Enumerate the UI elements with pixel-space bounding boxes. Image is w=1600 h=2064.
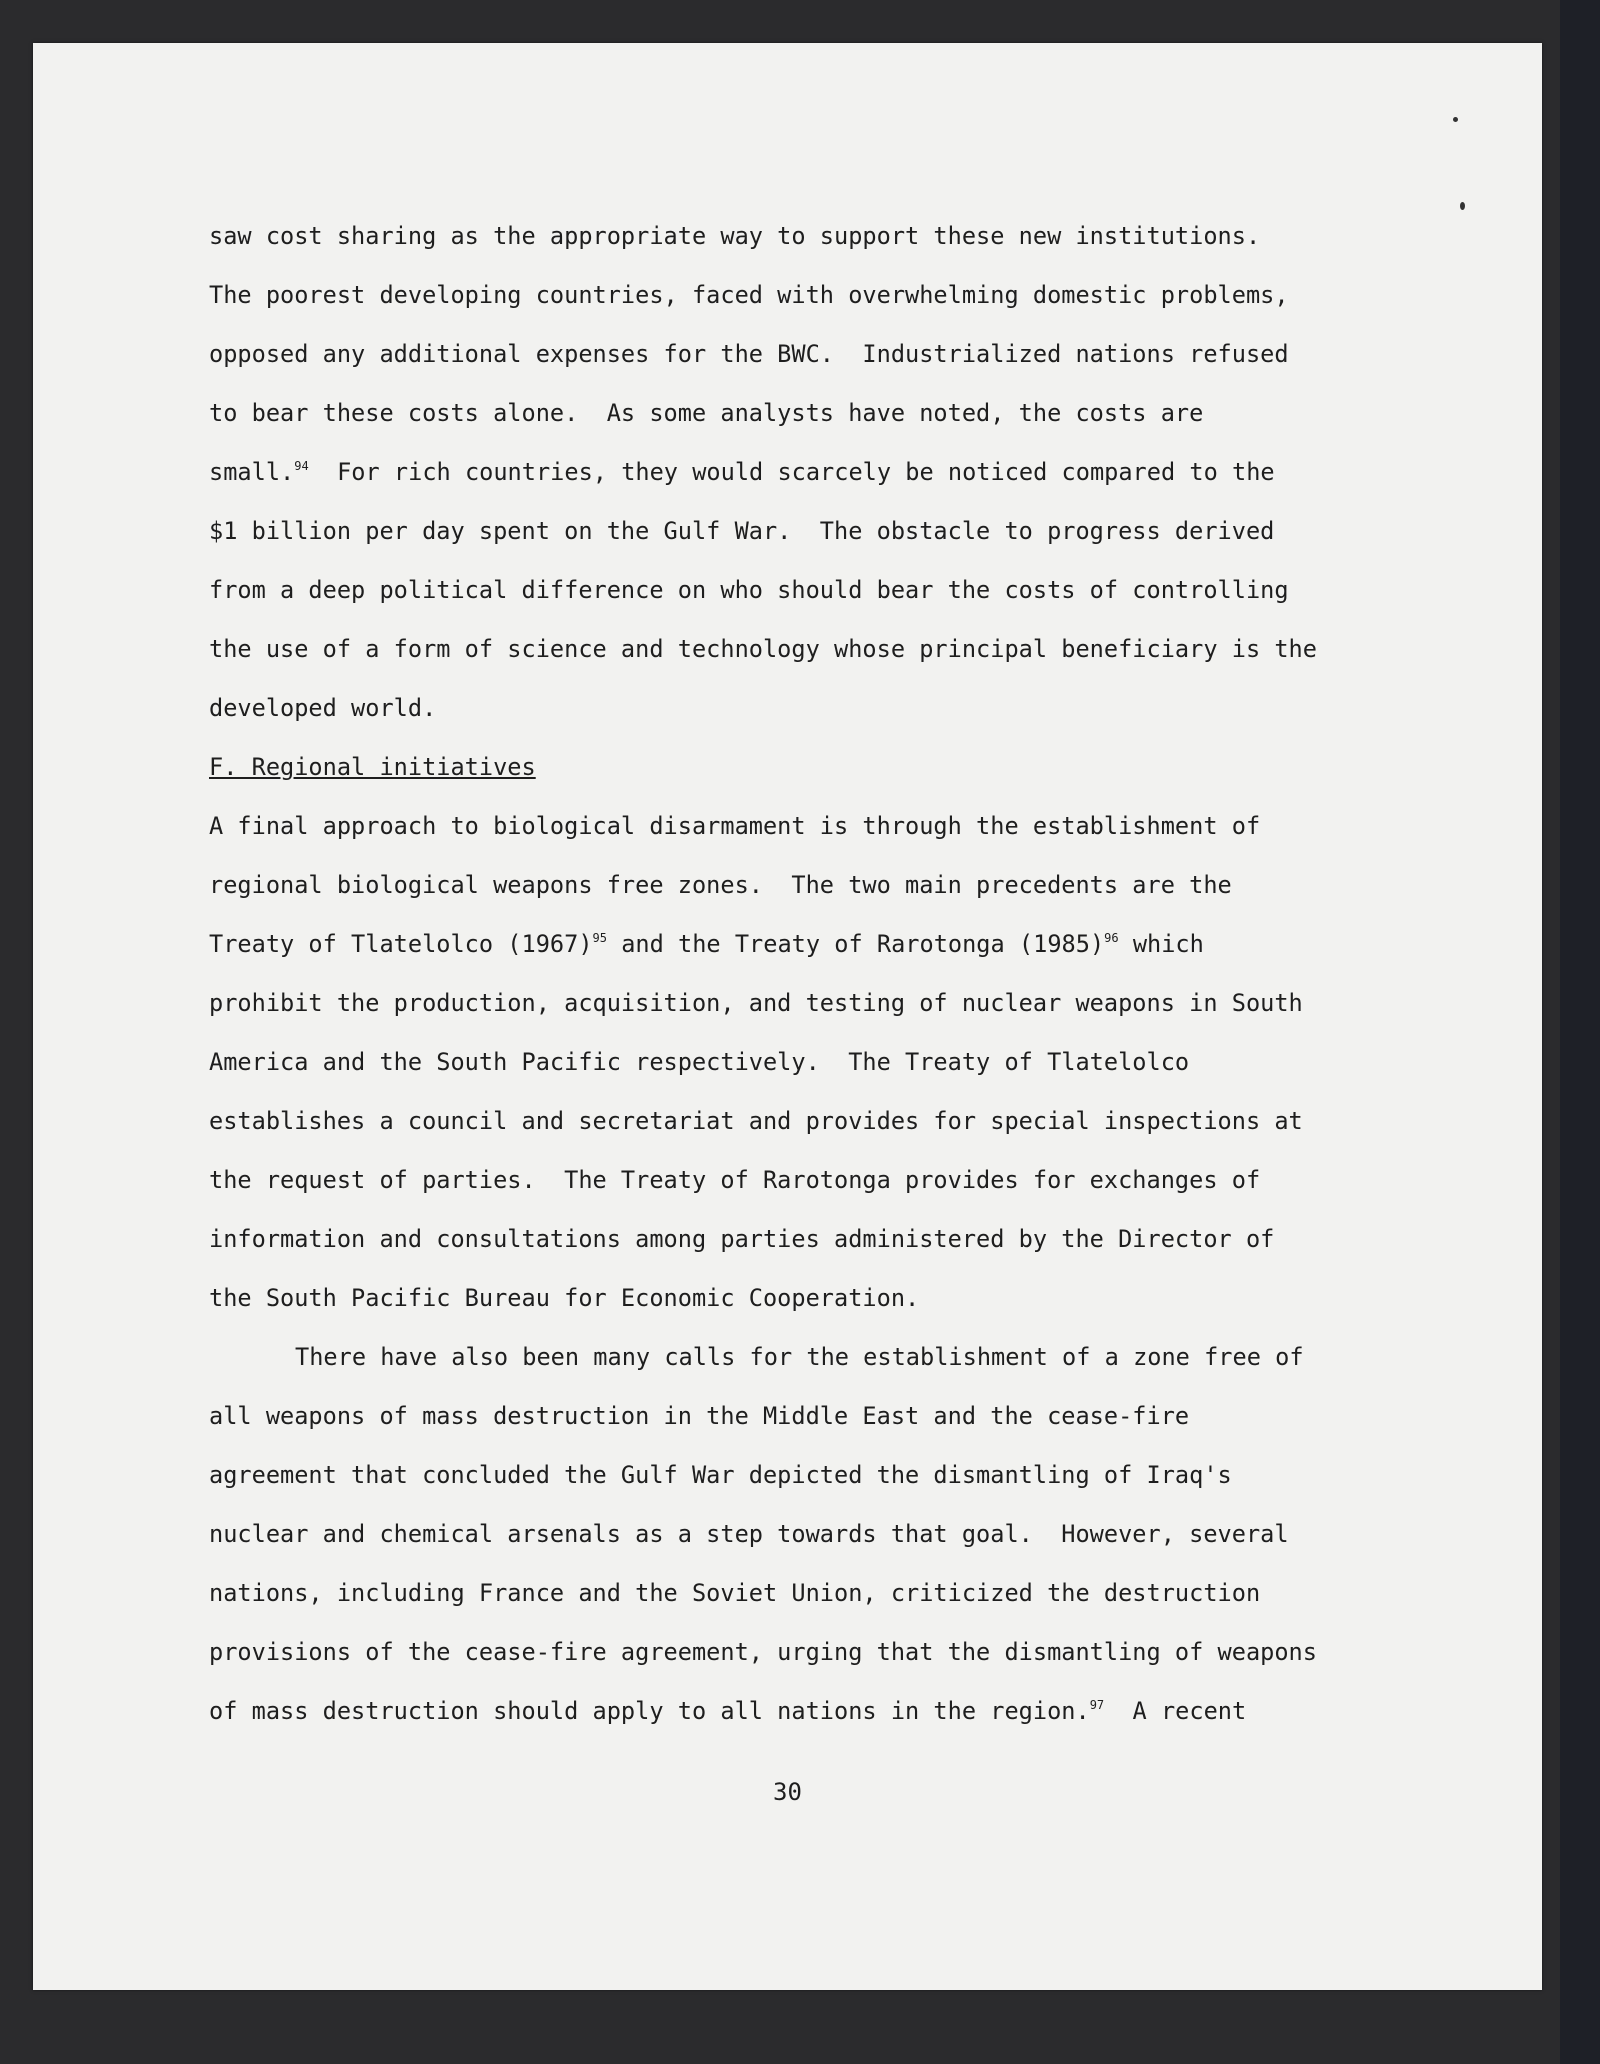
text-line xyxy=(209,1623,1317,1682)
text-segment: A final approach to biological disarmament is through the establishment of xyxy=(209,812,1261,840)
text-line xyxy=(209,1328,1317,1387)
text-segment: from a deep political difference on who should bear the costs of controlling xyxy=(209,576,1289,604)
text-segment: which xyxy=(1118,930,1204,958)
text-line xyxy=(209,620,1317,679)
text-segment: developed world. xyxy=(209,694,437,722)
text-line xyxy=(209,1446,1317,1505)
footnote-ref: 95 xyxy=(592,931,607,945)
footnote-ref: 94 xyxy=(294,459,309,473)
text-segment: provisions of the cease-fire agreement, urging that the dismantling of weapons xyxy=(209,1638,1317,1666)
text-segment: nations, including France and the Soviet Union, criticized the destruction xyxy=(209,1579,1261,1607)
text-line xyxy=(209,1210,1317,1269)
text-line xyxy=(209,502,1317,561)
text-segment: A recent xyxy=(1104,1697,1247,1725)
section-heading-line xyxy=(209,738,1317,797)
text-line xyxy=(209,1682,1317,1741)
footnote-ref: 97 xyxy=(1089,1698,1105,1712)
text-line xyxy=(209,443,1317,502)
footnote-ref: 96 xyxy=(1104,931,1119,945)
text-segment: agreement that concluded the Gulf War depicted the dismantling of Iraq's xyxy=(209,1461,1232,1489)
background-edge xyxy=(1560,0,1600,2064)
text-line xyxy=(209,679,1317,738)
text-segment: $1 billion per day spent on the Gulf War. The obstacle to progress derived xyxy=(209,517,1275,545)
text-segment: the use of a form of science and technology whose principal beneficiary is the xyxy=(209,635,1317,663)
text-segment: regional biological weapons free zones. The two main precedents are the xyxy=(209,871,1232,899)
text-line xyxy=(209,974,1317,1033)
text-line xyxy=(209,1387,1317,1446)
text-line xyxy=(209,325,1317,384)
text-line xyxy=(209,1505,1317,1564)
text-line xyxy=(209,915,1317,974)
text-line xyxy=(209,384,1317,443)
section-heading: F. Regional initiatives xyxy=(209,753,536,781)
page-number: 30 xyxy=(773,1778,802,1806)
text-segment: the South Pacific Bureau for Economic Cooperation. xyxy=(209,1284,920,1312)
text-segment: prohibit the production, acquisition, and testing of nuclear weapons in South xyxy=(209,989,1303,1017)
text-line xyxy=(209,207,1317,266)
text-line xyxy=(209,1564,1317,1623)
text-line xyxy=(209,797,1317,856)
text-line xyxy=(209,1033,1317,1092)
text-segment: For rich countries, they would scarcely be noticed compared to the xyxy=(308,458,1275,486)
document-page xyxy=(33,43,1542,1990)
text-segment: opposed any additional expenses for the BWC. Industrialized nations refused xyxy=(209,340,1289,368)
text-segment: information and consultations among parties administered by the Director of xyxy=(209,1225,1275,1253)
text-segment: nuclear and chemical arsenals as a step towards that goal. However, several xyxy=(209,1520,1289,1548)
text-line xyxy=(209,1151,1317,1210)
text-segment: Treaty of Tlatelolco (1967) xyxy=(209,930,593,958)
text-segment: all weapons of mass destruction in the Middle East and the cease-fire xyxy=(209,1402,1190,1430)
text-segment: small. xyxy=(209,458,295,486)
text-segment: America and the South Pacific respectively. The Treaty of Tlatelolco xyxy=(209,1048,1190,1076)
ink-speck xyxy=(1460,202,1465,210)
text-line xyxy=(209,266,1317,325)
body-text xyxy=(209,207,1317,1741)
text-segment: The poorest developing countries, faced with overwhelming domestic problems, xyxy=(209,281,1289,309)
text-segment: saw cost sharing as the appropriate way to support these new institutions. xyxy=(209,222,1261,250)
text-line xyxy=(209,1092,1317,1151)
text-line xyxy=(209,561,1317,620)
text-segment: establishes a council and secretariat and provides for special inspections at xyxy=(209,1107,1303,1135)
text-line xyxy=(209,856,1317,915)
text-segment: of mass destruction should apply to all nations in the region. xyxy=(209,1697,1090,1725)
text-segment: the request of parties. The Treaty of Rarotonga provides for exchanges of xyxy=(209,1166,1261,1194)
text-line xyxy=(209,1269,1317,1328)
ink-speck xyxy=(1453,117,1458,122)
text-segment: There have also been many calls for the establishment of a zone free of xyxy=(295,1343,1304,1371)
text-segment: to bear these costs alone. As some analysts have noted, the costs are xyxy=(209,399,1204,427)
text-segment: and the Treaty of Rarotonga (1985) xyxy=(606,930,1105,958)
